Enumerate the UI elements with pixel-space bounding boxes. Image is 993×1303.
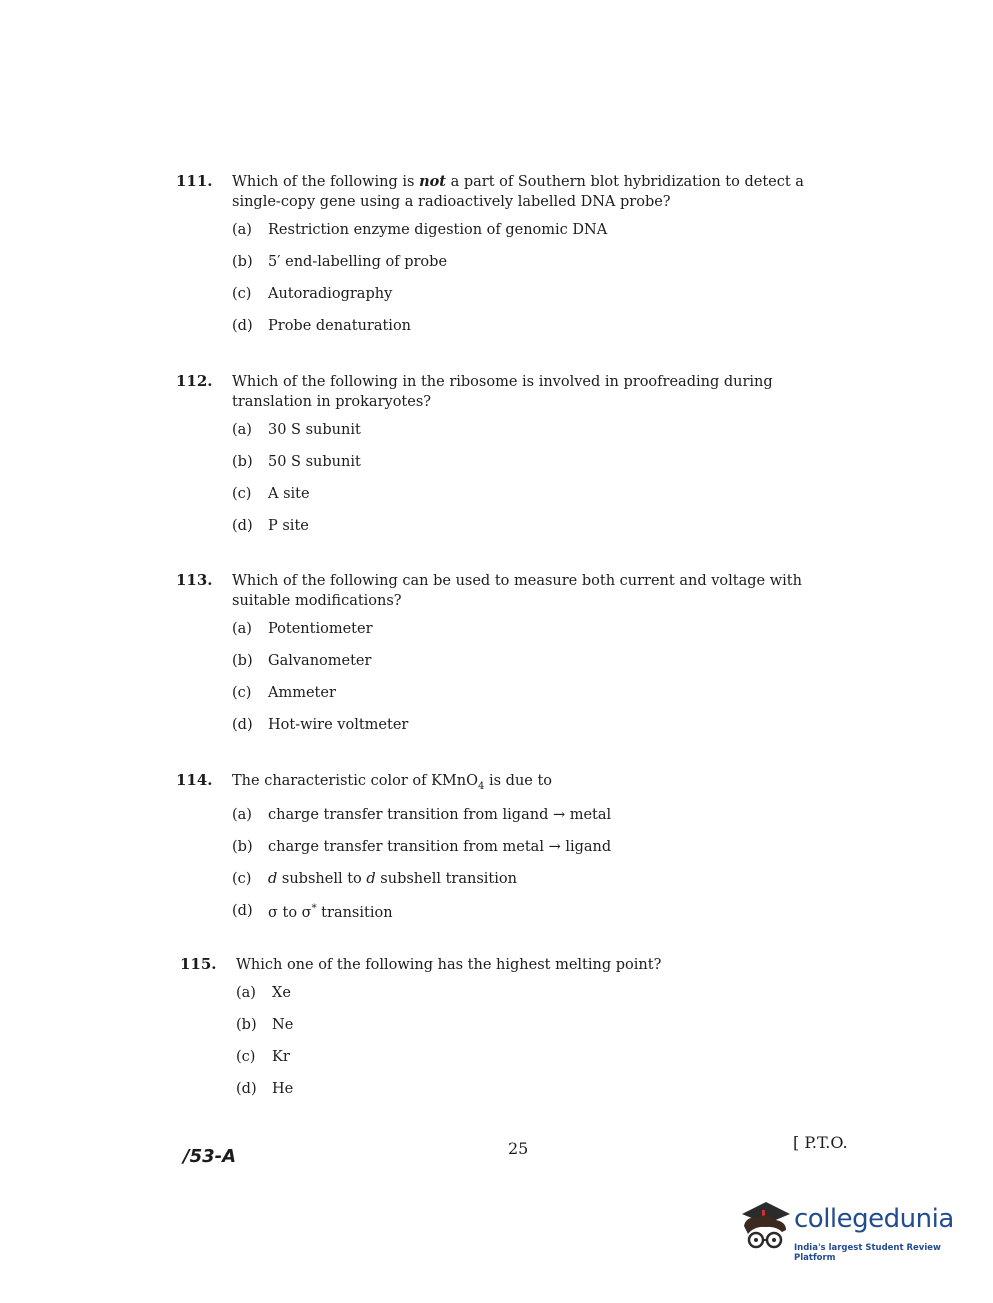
pto-marker: [ P.T.O. — [793, 1133, 848, 1152]
option-a: (a) Xe — [236, 985, 291, 1001]
question-112 — [176, 372, 856, 550]
option-d: (d) Probe denaturation — [232, 318, 412, 334]
question-text: Which one of the following has the highest melting point? — [236, 957, 662, 973]
collegedunia-logo — [736, 1196, 966, 1266]
option-c: (c) Kr — [236, 1049, 290, 1065]
question-text: The characteristic color of KMnO$_4$ is due to — [232, 773, 553, 792]
question-115 — [180, 955, 860, 1113]
options-list — [232, 222, 856, 350]
option-a: (a) Restriction enzyme digestion of genomic DNA — [232, 222, 608, 238]
logo-wordmark: collegedunia — [794, 1204, 954, 1234]
student-mascot-icon — [736, 1196, 796, 1258]
option-d: (d) σ to σ* transition — [232, 902, 393, 921]
options-list — [236, 985, 860, 1113]
option-d: (d) P site — [232, 518, 309, 534]
options-list — [232, 621, 856, 749]
option-c: (c) Autoradiography — [232, 286, 393, 302]
option-b: (b) Ne — [236, 1017, 294, 1033]
option-c: (c) d subshell to d subshell transition — [232, 870, 517, 887]
option-a: (a) charge transfer transition from ligand → metal — [232, 806, 612, 823]
option-b: (b) Galvanometer — [232, 653, 372, 669]
question-114 — [176, 771, 856, 935]
option-d: (d) Hot-wire voltmeter — [232, 717, 409, 733]
option-b: (b) 5′ end-labelling of probe — [232, 254, 448, 270]
question-number: 113. — [176, 571, 213, 589]
question-number: 111. — [176, 172, 213, 190]
option-c: (c) Ammeter — [232, 685, 336, 701]
page-number: 25 — [508, 1139, 529, 1158]
options-list — [232, 807, 856, 935]
question-text: Which of the following can be used to measure both current and voltage with suitable modifications? — [232, 573, 802, 609]
question-number: 114. — [176, 771, 213, 789]
option-b: (b) charge transfer transition from metal → ligand — [232, 838, 612, 855]
logo-tagline: India's largest Student Review Platform — [794, 1243, 941, 1263]
question-text: Which of the following in the ribosome is involved in proofreading during translation in prokaryotes? — [232, 374, 773, 410]
question-113 — [176, 571, 856, 749]
question-text: Which of the following is not a part of Southern blot hybridization to detect a single-copy gene using a radioactively labelled DNA probe? — [232, 173, 804, 210]
option-c: (c) A site — [232, 486, 310, 502]
option-a: (a) 30 S subunit — [232, 422, 361, 438]
paper-code: /53-A — [183, 1146, 237, 1167]
question-111 — [176, 172, 856, 350]
option-d: (d) He — [236, 1081, 294, 1097]
question-number: 115. — [180, 955, 217, 973]
emphasis-not: not — [419, 173, 446, 190]
question-number: 112. — [176, 372, 213, 390]
options-list — [232, 422, 856, 550]
option-a: (a) Potentiometer — [232, 621, 373, 637]
option-b: (b) 50 S subunit — [232, 454, 361, 470]
